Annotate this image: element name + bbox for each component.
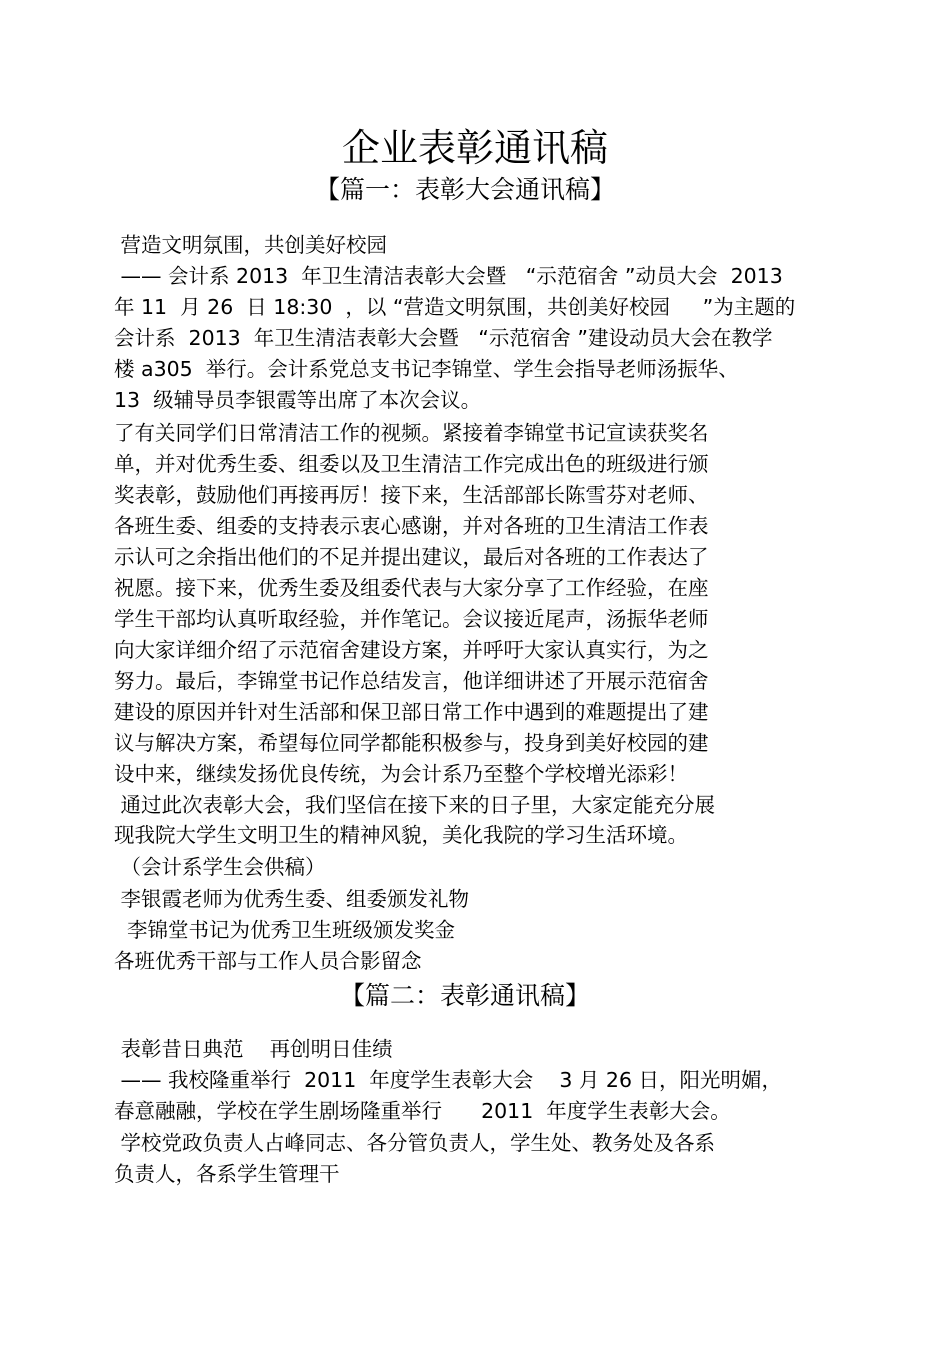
paragraph-line: 学生干部均认真听取经验，并作笔记。会议接近尾声，汤振华老师 bbox=[114, 607, 709, 631]
paragraph-line: 建设的原因并针对生活部和保卫部日常工作中遇到的难题提出了建 bbox=[114, 700, 709, 724]
paragraph-line: 表彰昔日典范 再创明日佳绩 bbox=[114, 1037, 393, 1061]
photo-caption: 李银霞老师为优秀生委、组委颁发礼物 bbox=[114, 887, 470, 911]
paragraph-line: 示认可之余指出他们的不足并提出建议，最后对各班的工作表达了 bbox=[114, 545, 709, 569]
paragraph-line: 努力。最后，李锦堂书记作总结发言，他详细讲述了开展示范宿舍 bbox=[114, 669, 709, 693]
section-heading-1: 【篇一：表彰大会通讯稿】 bbox=[314, 175, 615, 204]
paragraph-line: 春意融融，学校在学生剧场隆重举行 2011 年度学生表彰大会。 bbox=[114, 1099, 731, 1123]
paragraph-line: 单，并对优秀生委、组委以及卫生清洁工作完成出色的班级进行颁 bbox=[114, 452, 709, 476]
paragraph-line: 会计系 2013 年卫生清洁表彰大会暨 “示范宿舍 ”建设动员大会在教学 bbox=[114, 326, 773, 350]
paragraph-line: 祝愿。接下来，优秀生委及组委代表与大家分享了工作经验，在座 bbox=[114, 576, 709, 600]
paragraph-line: —— 会计系 2013 年卫生清洁表彰大会暨 “示范宿舍 ”动员大会 2013 bbox=[114, 264, 783, 288]
photo-caption: 各班优秀干部与工作人员合影留念 bbox=[114, 949, 422, 973]
paragraph-line: 13 级辅导员李银霞等出席了本次会议。 bbox=[114, 388, 482, 412]
paragraph-line: 现我院大学生文明卫生的精神风貌，美化我院的学习生活环境。 bbox=[114, 823, 688, 847]
paragraph-line: 楼 a305 举行。会计系党总支书记李锦堂、学生会指导老师汤振华、 bbox=[114, 357, 739, 381]
paragraph-line: 了有关同学们日常清洁工作的视频。紧接着李锦堂书记宣读获奖名 bbox=[114, 421, 709, 445]
paragraph-line: （会计系学生会供稿） bbox=[114, 855, 326, 879]
paragraph-line: 负责人，各系学生管理干 bbox=[114, 1162, 340, 1186]
paragraph-line: —— 我校隆重举行 2011 年度学生表彰大会 3 月 26 日，阳光明媚， bbox=[114, 1068, 783, 1092]
paragraph-line: 通过此次表彰大会，我们坚信在接下来的日子里，大家定能充分展 bbox=[114, 793, 716, 817]
paragraph-line: 营造文明氛围，共创美好校园 bbox=[114, 233, 388, 257]
paragraph-line: 各班生委、组委的支持表示衷心感谢，并对各班的卫生清洁工作表 bbox=[114, 514, 709, 538]
section-heading-2: 【篇二：表彰通讯稿】 bbox=[339, 981, 590, 1010]
paragraph-line: 向大家详细介绍了示范宿舍建设方案，并呼吁大家认真实行，为之 bbox=[114, 638, 709, 662]
photo-caption: 李锦堂书记为优秀卫生班级颁发奖金 bbox=[114, 918, 456, 942]
paragraph-line: 奖表彰，鼓励他们再接再厉！接下来，生活部部长陈雪芬对老师、 bbox=[114, 483, 709, 507]
paragraph-line: 学校党政负责人占峰同志、各分管负责人，学生处、教务处及各系 bbox=[114, 1131, 716, 1155]
document-title: 企业表彰通讯稿 bbox=[341, 126, 608, 170]
paragraph-line: 设中来，继续发扬优良传统，为会计系乃至整个学校增光添彩！ bbox=[114, 762, 688, 786]
paragraph-line: 议与解决方案，希望每位同学都能积极参与，投身到美好校园的建 bbox=[114, 731, 709, 755]
paragraph-line: 年 11 月 26 日 18:30 ，以 “营造文明氛围，共创美好校园 ”为主题的 bbox=[114, 295, 796, 319]
